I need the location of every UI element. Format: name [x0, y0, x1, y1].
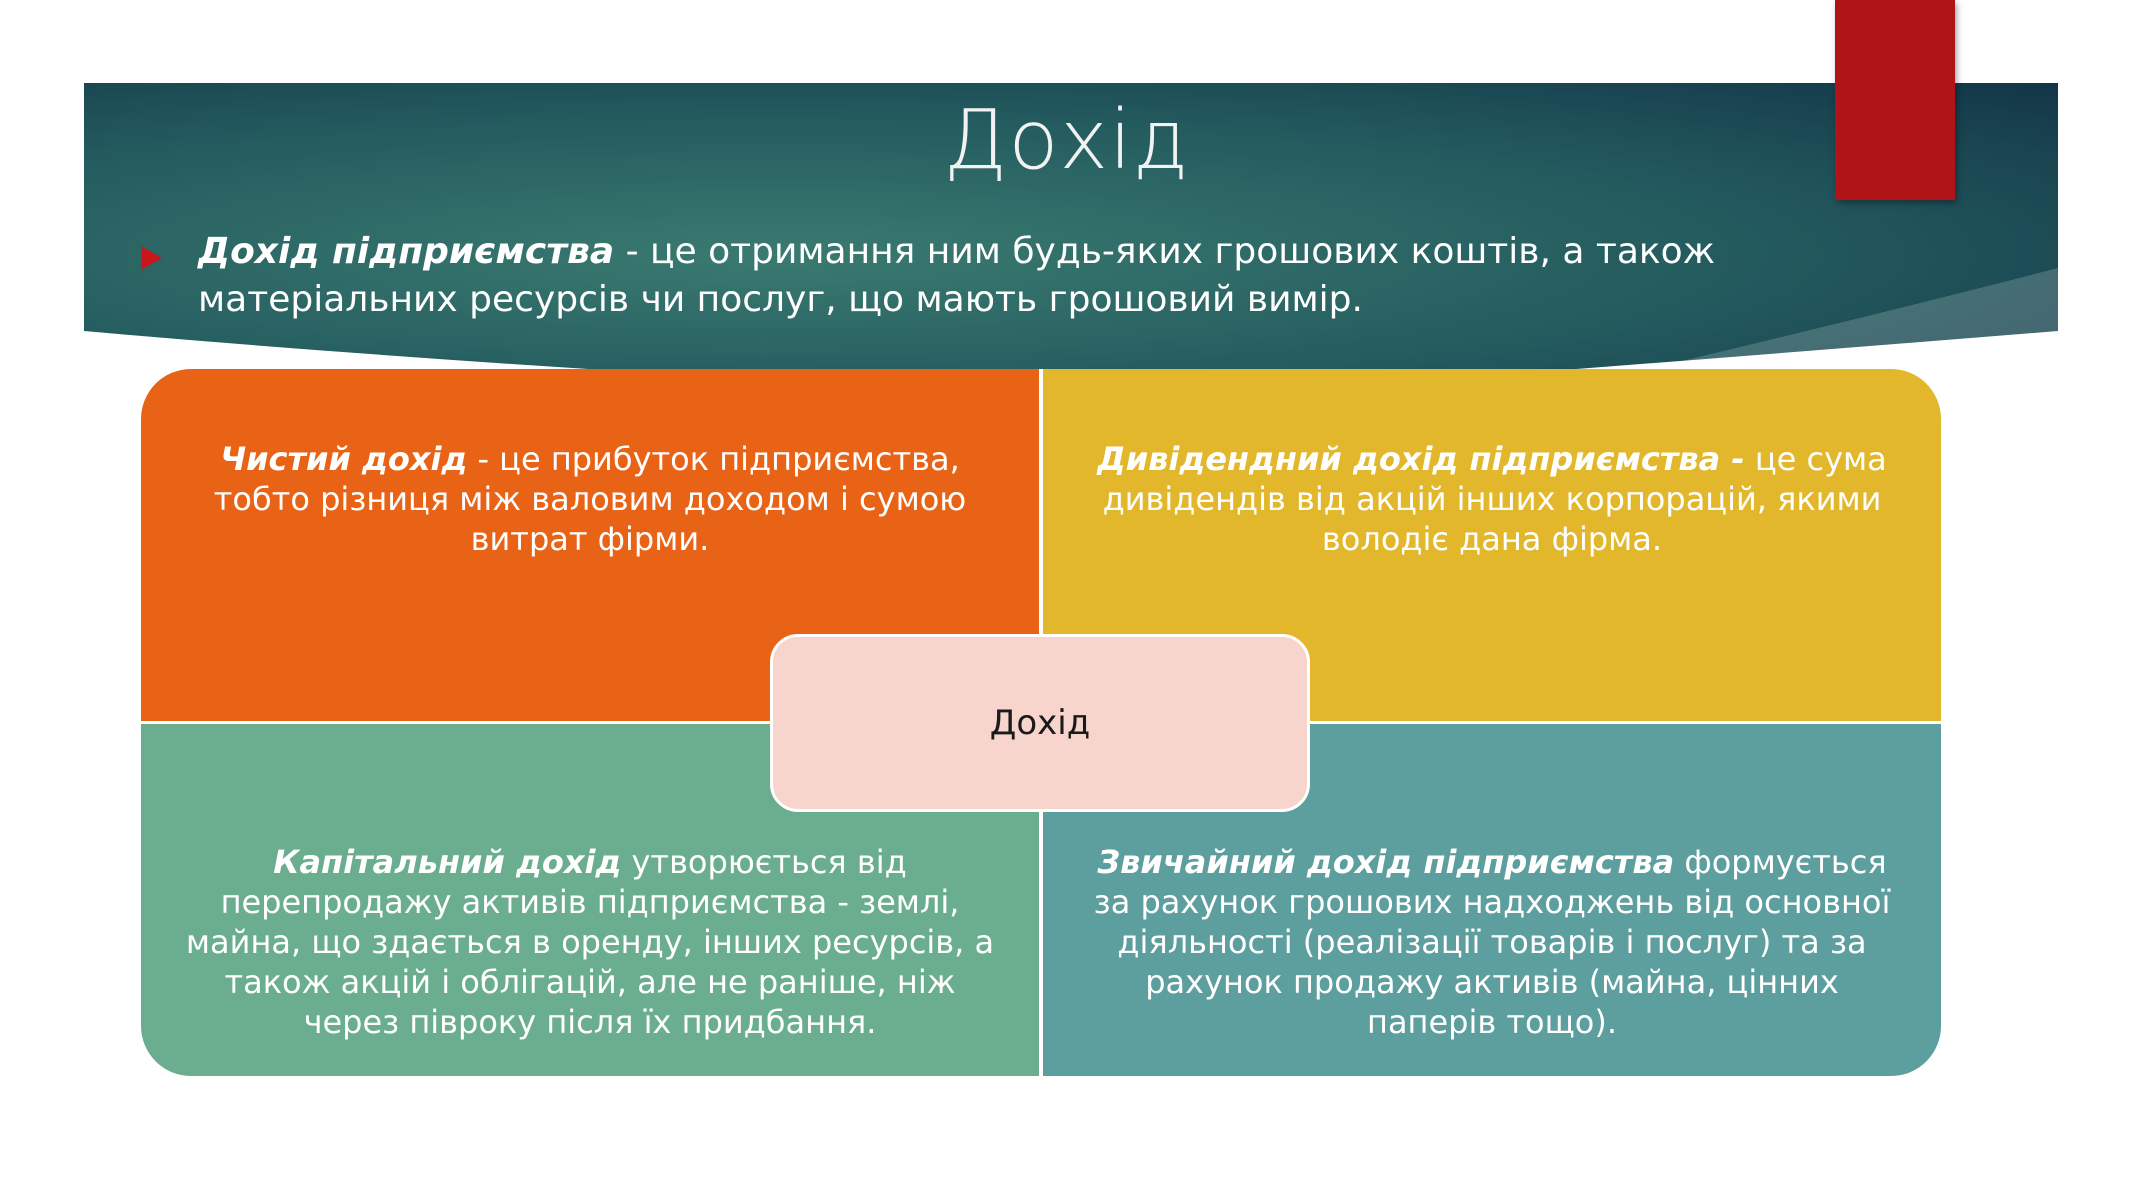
quadrant-text: - це прибуток підприємства, тобто різниця між валовим доходом і сумою витрат фірми. [213, 440, 967, 558]
slide-title: Дохід [943, 93, 1190, 188]
center-label-box: Дохід [770, 634, 1310, 812]
quadrant-text: це сума дивідендів від акцій інших корпорацій, якими володіє дана фірма. [1102, 440, 1887, 558]
quadrant-term: Звичайний дохід підприємства [1097, 843, 1675, 881]
definition-text [198, 228, 1841, 324]
quadrant-text: формується за рахунок грошових надходжень від основної діяльності (реалізації товарів і послуг) та за рахунок продажу активів (майна, цінних паперів тощо). [1093, 843, 1891, 1041]
quadrant-term: Капітальний дохід [273, 843, 622, 881]
quadrant-text: утворюється від перепродажу активів підприємства - землі, майна, що здається в оренду, інших ресурсів, а також акцій і облігацій, але не раніше, ніж через півроку після їх придбання. [185, 843, 995, 1041]
definition-body: - це отримання ним будь-яких грошових коштів, а також матеріальних ресурсів чи послуг, що мають грошовий вимір. [198, 231, 1716, 320]
triangle-right-icon [141, 246, 162, 270]
definition-term: Дохід підприємства [198, 231, 615, 272]
quadrant-term: Дивідендний дохід підприємства - [1097, 440, 1745, 478]
definition-bullet [141, 228, 1841, 324]
quadrant-term: Чистий дохід [220, 440, 468, 478]
